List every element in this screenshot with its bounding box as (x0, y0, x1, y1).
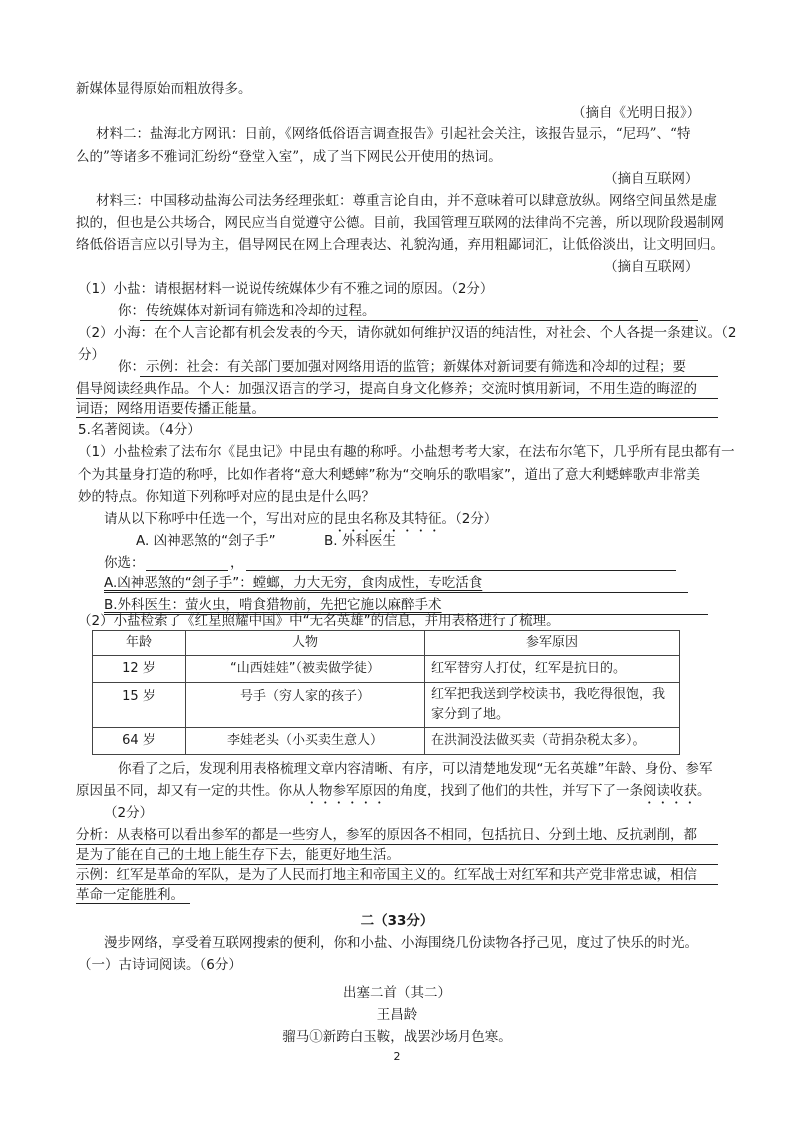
page-number: 2 (393, 1050, 401, 1063)
choose-sep: ， (230, 555, 244, 571)
example-line: 示例：红军是革命的军队，是为了人民而打地主和帝国主义的。红军战士对红军和共产党非常忠诚，相信 (76, 867, 697, 883)
header-age: 年龄 (93, 631, 186, 656)
answer-line (76, 903, 190, 904)
header-reason: 参军原因 (425, 631, 680, 656)
table-row (93, 656, 680, 683)
poem-title: 出塞二首（其二） (343, 985, 451, 1001)
answer-line (140, 320, 698, 321)
example-line: 革命一定能胜利。 (76, 887, 184, 903)
source-note: （摘自互联网） (604, 171, 699, 187)
header-person: 人物 (186, 631, 425, 656)
poem-verse: 骝马①新跨白玉鞍，战罢沙场月色寒。 (282, 1029, 512, 1045)
answer-1: 传统媒体对新词有筛选和冷却的过程。 (146, 303, 376, 319)
answer-2-line: 词语；网络用语要传播正能量。 (76, 401, 265, 417)
cell-person: 号手（穷人家的孩子） (186, 683, 425, 728)
answer-line (104, 592, 688, 593)
poem-author: 王昌龄 (376, 1007, 418, 1023)
option-a: A. 凶神恶煞的“刽子手” (136, 533, 276, 549)
question-5-title: 5.名著阅读。（4分） (78, 422, 201, 438)
text-line: 漫步网络，享受着互联网搜索的便利，你和小盐、小海围绕几份读物各抒己见，度过了快乐的时光。 (104, 935, 698, 951)
source-note: （摘自互联网） (604, 259, 699, 275)
question-2: （2）小海：在个人言论都有机会发表的今天，请你就如何维护汉语的纯洁性，对社会、个人各提一条建议。（2 (78, 325, 737, 341)
text-line: 材料三：中国移动盐海公司法务经理张虹：尊重言论自由，并不意味着可以肆意放纵。网络空间虽然是虚 (96, 193, 717, 209)
answer-line (140, 376, 718, 377)
question-1: （1）小盐：请根据材料一说说传统媒体少有不雅之词的原因。（2分） (78, 281, 494, 297)
cell-reason: 红军把我送到学校读书，我吃得很饱，我 家分到了地。 (425, 683, 680, 728)
text-line: 原因虽不同，却又有一定的共性。你从人物参军原因的角度，找到了他们的共性，并写下了一条阅读收获。 (76, 783, 711, 799)
subsection-title: （一）古诗词阅读。（6分） (78, 957, 242, 973)
cell-age: 15 岁 (93, 683, 186, 728)
cell-person: “山西娃娃”（被卖做学徒） (186, 656, 425, 683)
table-header-row (93, 631, 680, 656)
text-line: 你看了之后，发现利用表格梳理文章内容清晰、有序，可以清楚地发现“无名英雄”年龄、身份、参军 (118, 761, 713, 777)
cell-age: 12 岁 (93, 656, 186, 683)
question-5-2: （2）小盐检索了《红星照耀中国》中“无名英雄”的信息，并用表格进行了梳理。 (78, 613, 560, 629)
text-line: 材料二：盐海北方网讯：日前，《网络低俗语言调查报告》引起社会关注，该报告显示，“尼玛”、“特 (96, 126, 691, 142)
answer-line (76, 398, 718, 399)
answer-line (76, 884, 718, 885)
section-heading: 二（33分） (360, 913, 434, 929)
text-line: 新媒体显得原始而粗放得多。 (76, 81, 252, 97)
answer-line (76, 864, 718, 865)
text-line: 络低俗语言应以引导为主，倡导网民在网上合理表达、礼貌沟通，弃用粗鄙词汇，让低俗淡出，让文明回归。 (76, 237, 724, 253)
answer-2-line: 倡导阅读经典作品。个人：加强汉语言的学习，提高自身文化修养；交流时慎用新词，不用生造的晦涩的 (76, 381, 697, 397)
instruction: 请从以下称呼中任选一个，写出对应的昆虫名称及其特征。（2分） (104, 511, 498, 527)
text-line: 个为其量身打造的称呼，比如作者将“意大利蟋蟀”称为“交响乐的歌唱家”，道出了意大利蟋蟀歌声非常美 (78, 467, 700, 483)
answer-prefix: 你： (118, 303, 145, 319)
info-table (92, 630, 680, 755)
text-line: 妙的特点。你知道下列称呼对应的昆虫是什么吗？ (78, 489, 375, 505)
cell-reason: 在洪洞没法做买卖（苛捐杂税太多）。 (425, 728, 680, 755)
score: （2分） (104, 805, 154, 821)
cell-reason: 红军替穷人打仗，红军是抗日的。 (425, 656, 680, 683)
cell-age: 64 岁 (93, 728, 186, 755)
answer-2-line: 示例：社会：有关部门要加强对网络用语的监管；新媒体对新词要有筛选和冷却的过程；要 (146, 359, 686, 375)
question-2-cont: 分） (78, 347, 105, 363)
text-line: 么的”等诸多不雅词汇纷纷“登堂入室”，成了当下网民公开使用的热词。 (76, 149, 502, 165)
answer-prefix: 你： (118, 359, 145, 375)
cell-person: 李娃老头（小买卖生意人） (186, 728, 425, 755)
text-line: 拟的，但也是公共场合，网民应当自觉遵守公德。目前，我国管理互联网的法律尚不完善，所以现阶段遏制网 (76, 215, 724, 231)
blank-line (146, 570, 228, 571)
option-b: B. 外科医生 (324, 533, 396, 549)
table-row (93, 728, 680, 755)
answer-a: A.凶神恶煞的“刽子手”：螳螂，力大无穷，食肉成性，专吃活食 (104, 575, 483, 591)
source-note: （摘自《光明日报》） (572, 105, 701, 121)
text-line: （1）小盐检索了法布尔《昆虫记》中昆虫有趣的称呼。小盐想考考大家，在法布尔笔下，几乎所有昆虫都有一 (78, 444, 735, 460)
blank-line (246, 570, 676, 571)
choose-label: 你选： (104, 555, 145, 571)
analysis-line: 分析：从表格可以看出参军的都是一些穷人，参军的原因各不相同，包括抗日、分到土地、反抗剥削，都 (76, 827, 697, 843)
answer-line (76, 844, 718, 845)
answer-b: B.外科医生：萤火虫，啃食猎物前，先把它施以麻醉手术 (104, 597, 442, 613)
analysis-line: 是为了能在自己的土地上能生存下去，能更好地生活。 (76, 847, 400, 863)
table-row (93, 683, 680, 728)
answer-line (76, 417, 718, 418)
